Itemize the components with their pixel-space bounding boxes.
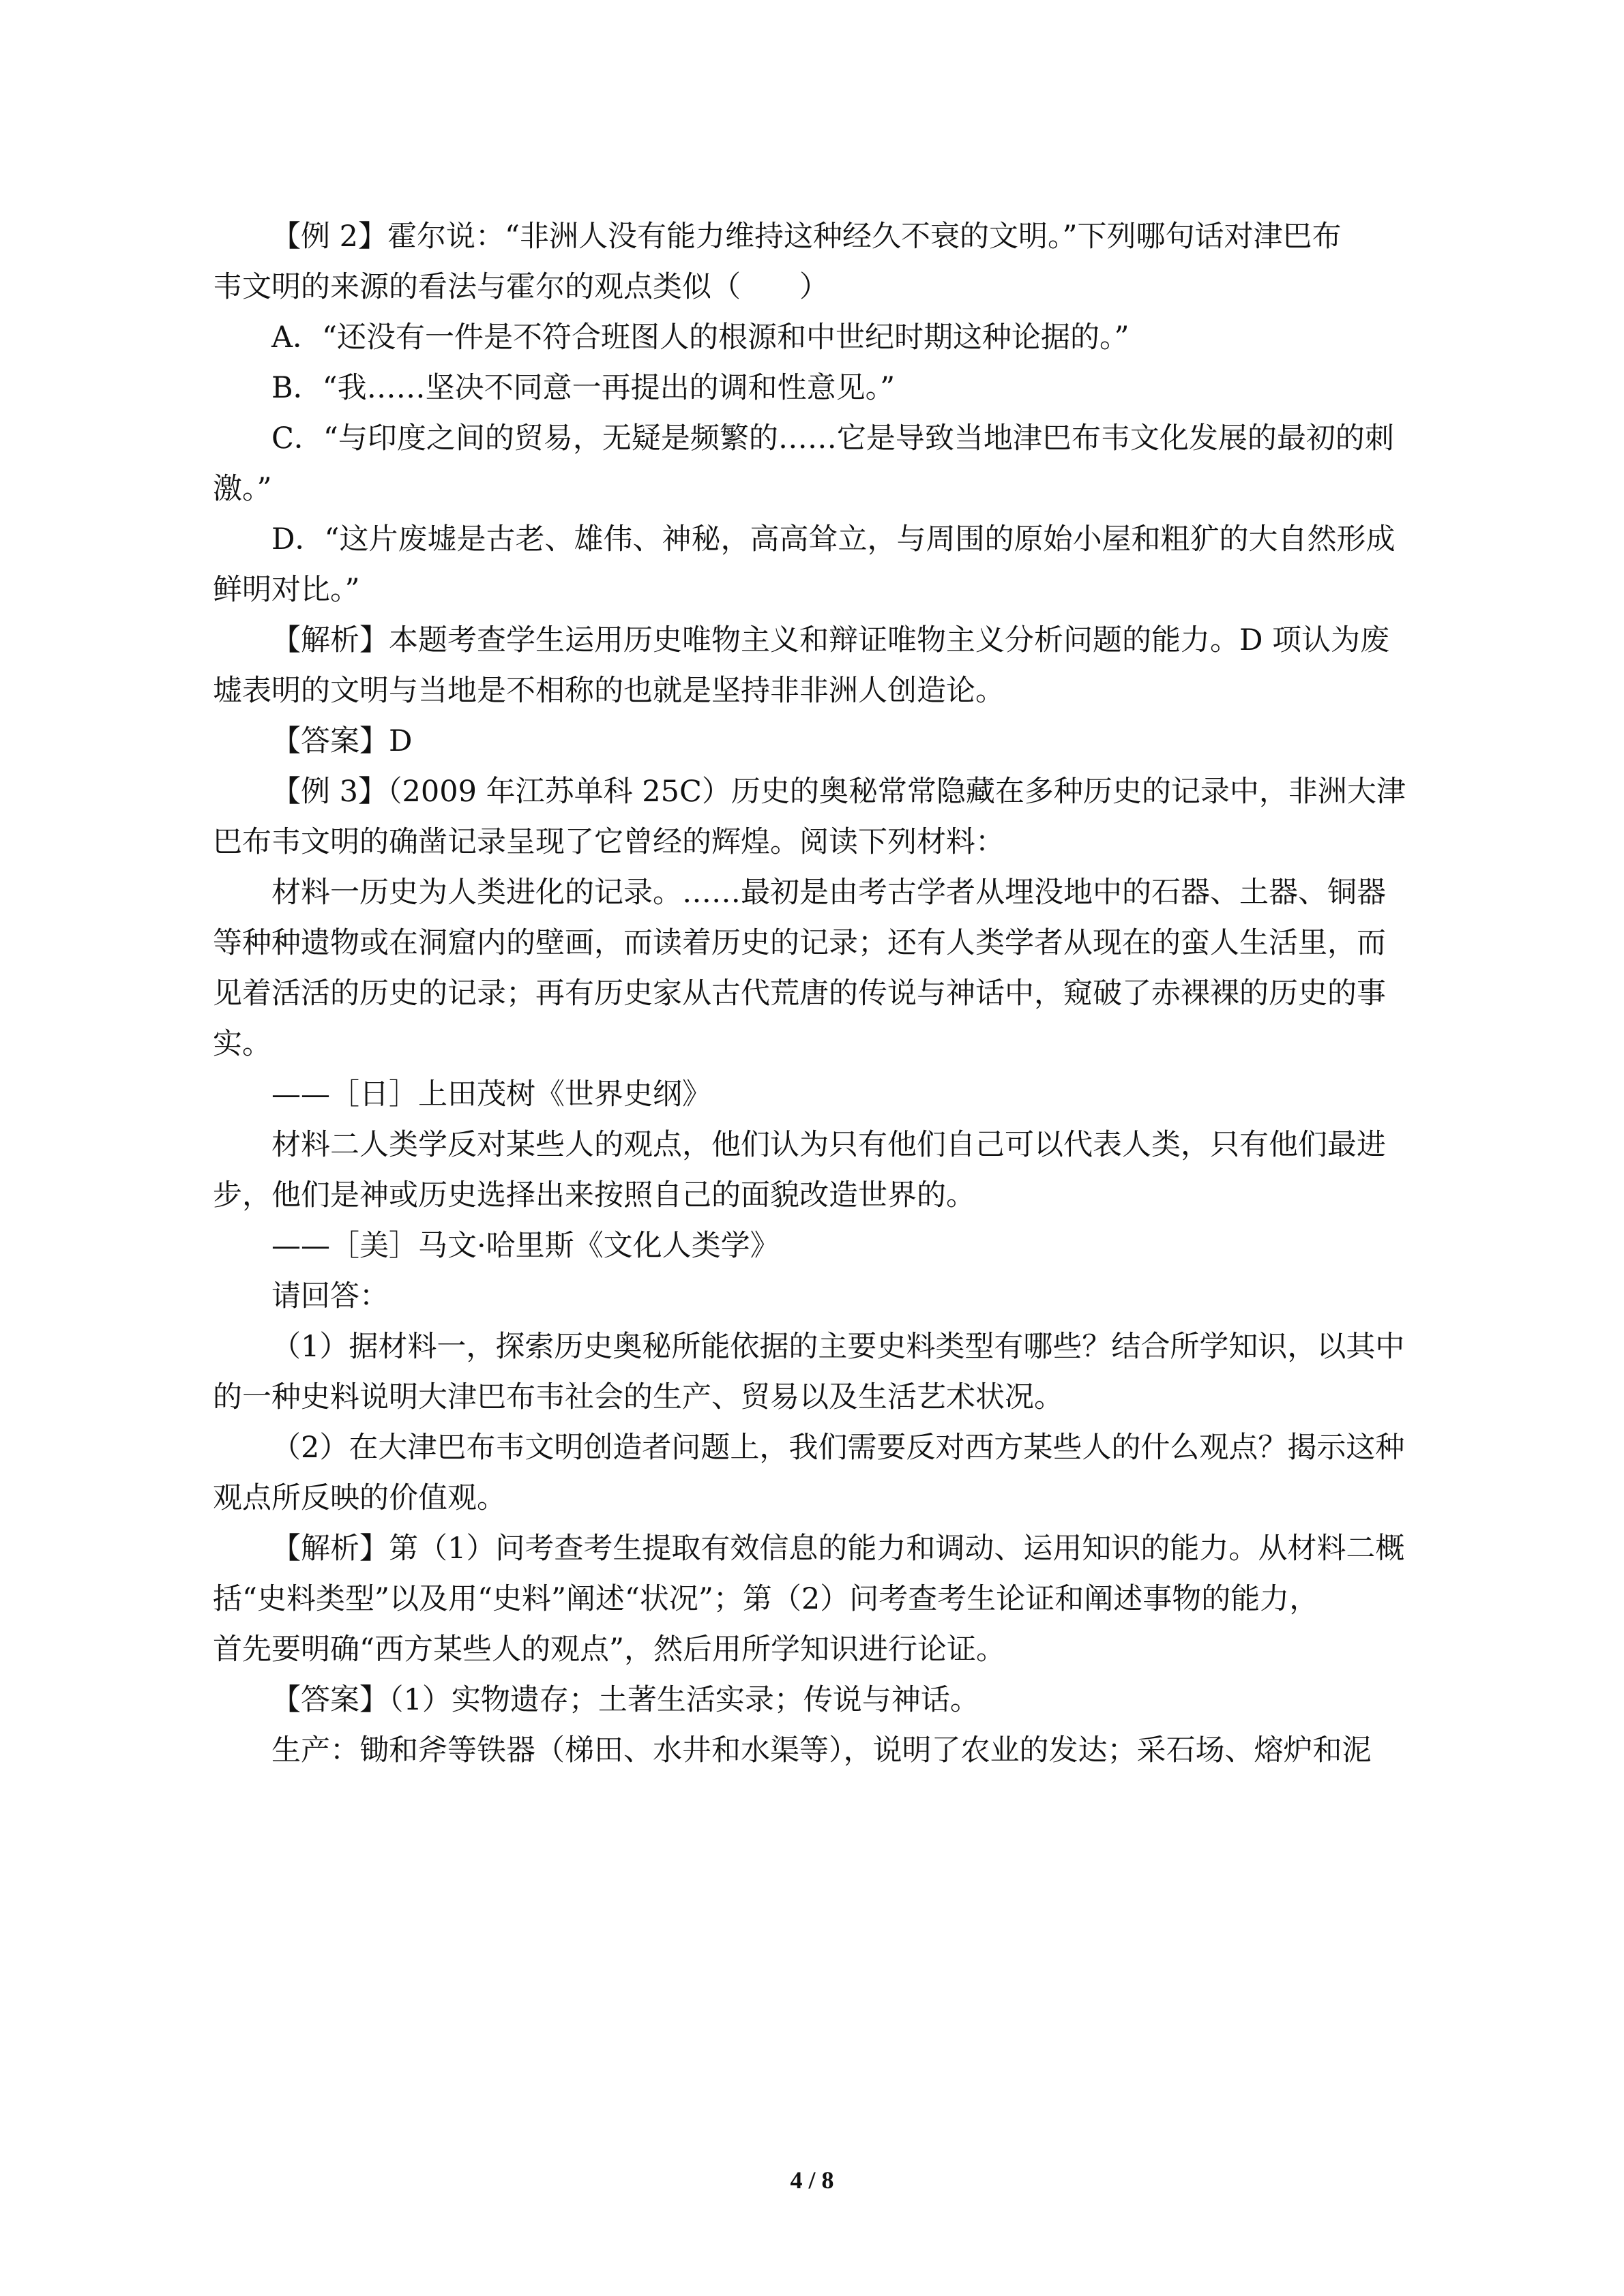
option-c-line-1: C．“与印度之间的贸易，无疑是频繁的……它是导致当地津巴布韦文化发展的最初的刺: [271, 421, 1394, 456]
please-answer: 请回答：: [271, 1279, 389, 1313]
production-line: 生产：锄和斧等铁器（梯田、水井和水渠等），说明了农业的发达；采石场、熔炉和泥: [271, 1733, 1372, 1768]
example-2-analysis-line-1: 【解析】本题考查学生运用历史唯物主义和辩证唯物主义分析问题的能力。D 项认为废: [271, 623, 1390, 657]
material-1-line-3: 见着活活的历史的记录；再有历史家从古代荒唐的传说与神话中，窥破了赤裸裸的历史的事: [213, 976, 1386, 1011]
option-b: B．“我……坚决不同意一再提出的调和性意见。”: [271, 371, 896, 405]
example-3-analysis-line-3: 首先要明确“西方某些人的观点”，然后用所学知识进行论证。: [213, 1632, 1005, 1667]
option-d-line-2: 鲜明对比。”: [213, 573, 360, 607]
material-2-source: ——［美］马文·哈里斯《文化人类学》: [271, 1229, 780, 1263]
example-3-question-line-1: 【例 3】（2009 年江苏单科 25C）历史的奥秘常常隐藏在多种历史的记录中，非洲大津: [271, 775, 1406, 809]
question-1-line-2: 的一种史料说明大津巴布韦社会的生产、贸易以及生活艺术状况。: [213, 1380, 1063, 1414]
material-1-line-1: 材料一历史为人类进化的记录。……最初是由考古学者从埋没地中的石器、土器、铜器: [271, 876, 1386, 910]
material-2-line-2: 步，他们是神或历史选择出来按照自己的面貌改造世界的。: [213, 1178, 975, 1212]
question-1-line-1: （1）据材料一，探索历史奥秘所能依据的主要史料类型有哪些？结合所学知识，以其中: [271, 1330, 1405, 1364]
example-2-answer: 【答案】D: [271, 724, 413, 758]
example-2-analysis-line-2: 墟表明的文明与当地是不相称的也就是坚持非非洲人创造论。: [213, 674, 1005, 708]
example-3-question-line-2: 巴布韦文明的确凿记录呈现了它曾经的辉煌。阅读下列材料：: [213, 825, 1005, 859]
option-d-line-1: D．“这片废墟是古老、雄伟、神秘，高高耸立，与周围的原始小屋和粗犷的大自然形成: [271, 522, 1396, 556]
material-1-source: ——［日］上田茂树《世界史纲》: [271, 1077, 711, 1112]
example-2-question-line-2: 韦文明的来源的看法与霍尔的观点类似（ ）: [213, 270, 829, 304]
example-3-analysis-line-2: 括“史料类型”以及用“史料”阐述“状况”；第（2）问考查考生论证和阐述事物的能力，: [213, 1582, 1319, 1616]
option-c-line-2: 激。”: [213, 472, 272, 506]
question-2-line-2: 观点所反映的价值观。: [213, 1481, 506, 1515]
question-2-line-1: （2）在大津巴布韦文明创造者问题上，我们需要反对西方某些人的什么观点？揭示这种: [271, 1431, 1405, 1465]
example-3-answer: 【答案】（1）实物遗存；土著生活实录；传说与神话。: [271, 1683, 979, 1717]
example-3-analysis-line-1: 【解析】第（1）问考查考生提取有效信息的能力和调动、运用知识的能力。从材料二概: [271, 1532, 1405, 1566]
material-1-line-4: 实。: [213, 1027, 271, 1061]
material-1-line-2: 等种种遗物或在洞窟内的壁画，而读着历史的记录；还有人类学者从现在的蛮人生活里，而: [213, 926, 1386, 960]
option-a: A．“还没有一件是不符合班图人的根源和中世纪时期这种论据的。”: [271, 320, 1130, 355]
material-2-line-1: 材料二人类学反对某些人的观点，他们认为只有他们自己可以代表人类，只有他们最进: [271, 1128, 1386, 1162]
page-number: 4 / 8: [790, 2166, 834, 2194]
document-body: [213, 211, 1475, 1776]
example-2-question-line-1: 【例 2】霍尔说：“非洲人没有能力维持这种经久不衰的文明。”下列哪句话对津巴布: [271, 220, 1342, 254]
